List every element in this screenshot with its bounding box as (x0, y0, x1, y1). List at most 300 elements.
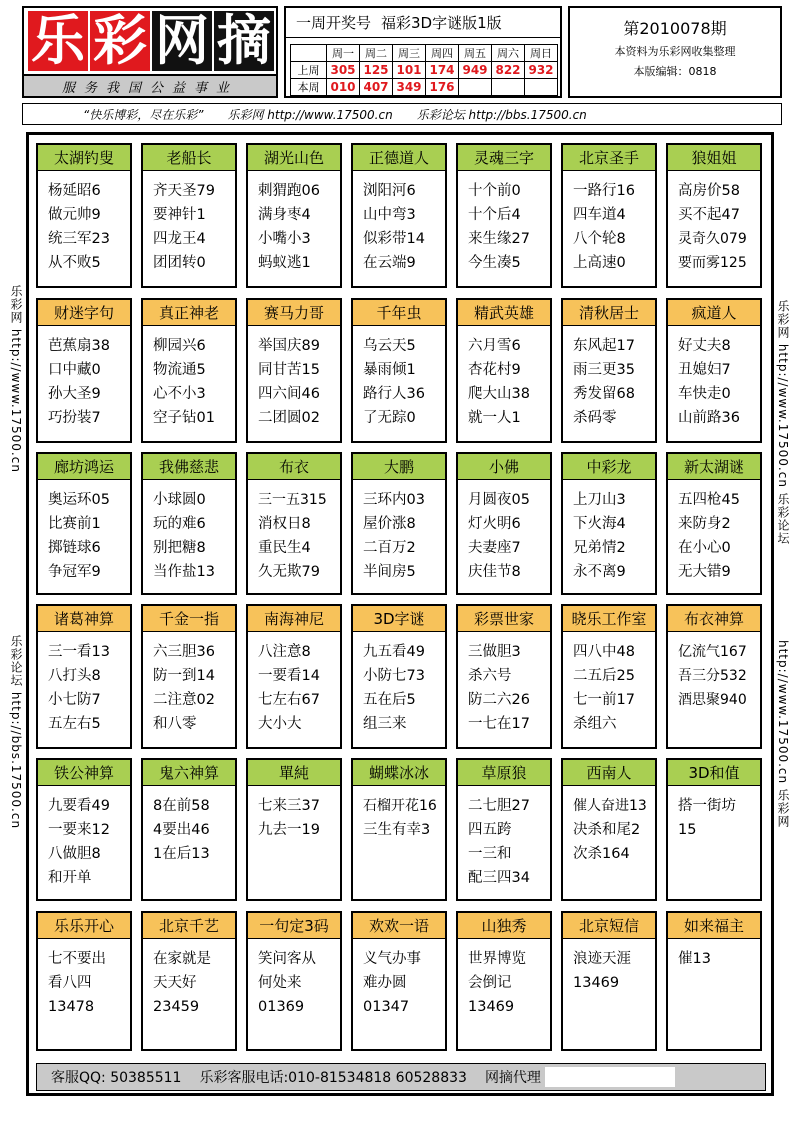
tip-card-title: 布衣神算 (668, 606, 760, 632)
weekday-header: 周二 (360, 45, 393, 62)
period-number: 第2010078期 (623, 19, 727, 38)
tip-card (456, 758, 552, 901)
tip-card-body (38, 326, 130, 430)
weekday-header: 周三 (393, 45, 426, 62)
tip-card-title: 草原狼 (458, 760, 550, 786)
tip-card-body (143, 632, 235, 736)
tip-card-title: 3D字谜 (353, 606, 445, 632)
tip-card (351, 911, 447, 1051)
tip-card-title: 新太湖谜 (668, 454, 760, 480)
tip-card-title: 山独秀 (458, 913, 550, 939)
tip-line: 催13 (678, 951, 711, 967)
tip-line: 丑媳妇7 (678, 362, 731, 378)
tip-line: 八打头8 (48, 668, 101, 684)
tip-line: 浪迹天涯 (573, 951, 631, 967)
tip-card-body (458, 939, 550, 1019)
tip-card (141, 452, 237, 595)
tip-line: 齐天圣79 (153, 183, 215, 199)
tip-line: 似彩带14 (363, 231, 425, 247)
tip-line: 防二六26 (468, 692, 530, 708)
tip-card (246, 604, 342, 749)
last-week-number: 101 (393, 62, 426, 79)
tip-line: 会倒记 (468, 975, 512, 991)
tip-card (246, 298, 342, 443)
page-header (22, 6, 782, 98)
tip-card (561, 758, 657, 901)
tip-line: 空子钻01 (153, 410, 215, 426)
tip-line: 小七防7 (48, 692, 101, 708)
tip-card (141, 758, 237, 901)
slogan: 服务我国公益事业 (24, 74, 276, 96)
tip-line: 做元帅9 (48, 207, 101, 223)
tip-line: 奥运环05 (48, 492, 110, 508)
tip-line: 二注意02 (153, 692, 215, 708)
tip-card-title: 精武英雄 (458, 300, 550, 326)
tip-line: 四龙王4 (153, 231, 206, 247)
tip-card (141, 143, 237, 288)
banner-forum[interactable]: 乐彩论坛 http://bbs.17500.cn (416, 107, 587, 122)
tip-card (36, 143, 132, 288)
weekday-header: 周日 (525, 45, 558, 62)
tip-card-title: 北京圣手 (563, 145, 655, 171)
weekday-header: 周一 (327, 45, 360, 62)
tip-card-body (353, 939, 445, 1019)
tip-card-body (458, 480, 550, 584)
tip-card (666, 298, 762, 443)
tip-line: 二团圆02 (258, 410, 320, 426)
weekday-header: 周五 (459, 45, 492, 62)
tip-line: 13478 (48, 999, 95, 1015)
tip-card-body (248, 939, 340, 1019)
tip-card-body (563, 326, 655, 430)
tip-card-body (563, 786, 655, 866)
tip-line: 芭蕉扇38 (48, 338, 110, 354)
tip-line: 世界博览 (468, 951, 526, 967)
tip-card-body (38, 480, 130, 584)
tip-card (351, 298, 447, 443)
tip-line: 月圆夜05 (468, 492, 530, 508)
tip-card-body (458, 632, 550, 736)
tip-card-body (668, 480, 760, 584)
tip-line: 玩的难6 (153, 516, 206, 532)
tip-line: 了无踪0 (363, 410, 416, 426)
side-text-right-1: 乐彩网 http://www.17500.cn 乐彩论坛 (776, 300, 790, 545)
tip-card (666, 758, 762, 901)
tip-line: 重民生4 (258, 540, 311, 556)
tip-card-body (143, 480, 235, 584)
tip-line: 消权日8 (258, 516, 311, 532)
tip-line: 杀六号 (468, 668, 512, 684)
tip-card-title: 小佛 (458, 454, 550, 480)
tip-line: 同甘苦15 (258, 362, 320, 378)
tip-card-body (668, 786, 760, 842)
tip-card-title: 鬼六神算 (143, 760, 235, 786)
tip-card-body (248, 480, 340, 584)
tip-line: 蚂蚁逃1 (258, 255, 311, 271)
tip-card-title: 蝴蝶冰冰 (353, 760, 445, 786)
tip-card-title: 單純 (248, 760, 340, 786)
tip-line: 次杀164 (573, 846, 630, 862)
tip-card (36, 604, 132, 749)
tip-line: 路行人36 (363, 386, 425, 402)
tip-card-body (563, 632, 655, 736)
tip-card-title: 太湖钓叟 (38, 145, 130, 171)
tip-card (456, 298, 552, 443)
side-text-right-2: http://www.17500.cn 乐彩网 (776, 640, 790, 828)
draw-subtitle: 福彩3D字谜版1版 (381, 14, 502, 32)
this-week-number: 176 (426, 79, 459, 96)
tip-card-body (38, 632, 130, 736)
tip-card-title: 布衣 (248, 454, 340, 480)
tip-line: 从不败5 (48, 255, 101, 271)
tip-line: 山前路36 (678, 410, 740, 426)
this-week-number (492, 79, 525, 96)
tip-line: 小嘴小3 (258, 231, 311, 247)
tip-line: 屋价涨8 (363, 516, 416, 532)
tip-line: 东风起17 (573, 338, 635, 354)
tip-line: 七一前17 (573, 692, 635, 708)
tip-line: 难办圆 (363, 975, 407, 991)
tip-line: 在云端9 (363, 255, 416, 271)
tip-line: 七左右67 (258, 692, 320, 708)
tip-card-title: 大鹏 (353, 454, 445, 480)
logo-char-4: 摘 (214, 11, 274, 71)
tip-card-body (248, 632, 340, 736)
tip-line: 当作盐13 (153, 564, 215, 580)
tip-card-body (458, 171, 550, 275)
last-week-number: 822 (492, 62, 525, 79)
tip-line: 买不起47 (678, 207, 740, 223)
tip-card (36, 298, 132, 443)
tip-line: 八注意8 (258, 644, 311, 660)
tip-line: 七不要出 (48, 951, 106, 967)
tip-line: 好丈夫8 (678, 338, 731, 354)
tip-line: 团团转0 (153, 255, 206, 271)
tip-line: 八做胆8 (48, 846, 101, 862)
tip-line: 四六间46 (258, 386, 320, 402)
tip-card (561, 911, 657, 1051)
tip-line: 15 (678, 822, 697, 838)
tip-card-title: 晓乐工作室 (563, 606, 655, 632)
tip-line: 九要看49 (48, 798, 110, 814)
contact-bar (36, 1063, 766, 1091)
logo-char-2: 彩 (90, 11, 150, 71)
weekday-header: 周六 (492, 45, 525, 62)
tip-line: 决杀和尾2 (573, 822, 641, 838)
tip-line: 山中弯3 (363, 207, 416, 223)
tip-card-title: 如来福主 (668, 913, 760, 939)
tip-card-body (38, 171, 130, 275)
tip-line: 三做胆3 (468, 644, 521, 660)
tip-card-title: 3D和值 (668, 760, 760, 786)
tip-card-body (668, 632, 760, 712)
tip-line: 爬大山38 (468, 386, 530, 402)
tip-line: 五左右5 (48, 716, 101, 732)
tip-card-title: 北京短信 (563, 913, 655, 939)
tip-line: 比赛前1 (48, 516, 101, 532)
tip-card-body (668, 939, 760, 971)
tip-card-body (458, 786, 550, 890)
tip-line: 刺猬跑06 (258, 183, 320, 199)
tip-line: 上刀山3 (573, 492, 626, 508)
tip-card-title: 财迷字句 (38, 300, 130, 326)
tip-card (36, 911, 132, 1051)
logo-char-1: 乐 (28, 11, 88, 71)
tip-card (456, 911, 552, 1051)
tip-line: 三一五315 (258, 492, 327, 508)
last-week-number: 174 (426, 62, 459, 79)
tip-card-body (353, 326, 445, 430)
tip-line: 高房价58 (678, 183, 740, 199)
tip-line: 久无欺79 (258, 564, 320, 580)
tip-line: 二五后25 (573, 668, 635, 684)
tip-card-title: 正德道人 (353, 145, 445, 171)
tip-line: 和开单 (48, 870, 92, 886)
tip-card-title: 老船长 (143, 145, 235, 171)
this-week-number: 349 (393, 79, 426, 96)
tip-card-title: 北京千艺 (143, 913, 235, 939)
tip-line: 在小心0 (678, 540, 731, 556)
tip-card-title: 我佛慈悲 (143, 454, 235, 480)
tip-card-title: 欢欢一语 (353, 913, 445, 939)
this-week-number: 010 (327, 79, 360, 96)
tip-line: 四五跨 (468, 822, 512, 838)
tip-card (246, 452, 342, 595)
last-week-number: 125 (360, 62, 393, 79)
tip-card (666, 452, 762, 595)
tip-card-title: 西南人 (563, 760, 655, 786)
tip-card-body (248, 786, 340, 842)
tip-line: 01347 (363, 999, 410, 1015)
tip-card-body (668, 326, 760, 430)
tip-line: 乌云天5 (363, 338, 416, 354)
last-week-label: 上周 (291, 62, 327, 79)
tip-card (561, 452, 657, 595)
tip-card (666, 604, 762, 749)
tip-line: 三一看13 (48, 644, 110, 660)
tip-card-title: 灵魂三字 (458, 145, 550, 171)
tip-card-title: 乐乐开心 (38, 913, 130, 939)
tip-card-body (143, 939, 235, 1019)
tip-card-title: 诸葛神算 (38, 606, 130, 632)
tip-line: 8在前58 (153, 798, 210, 814)
weekly-draw-box (284, 6, 562, 98)
tip-line: 六月雪6 (468, 338, 521, 354)
tip-card (351, 143, 447, 288)
contact-phone: 乐彩客服电话:010-81534818 60528833 (199, 1070, 467, 1086)
contact-qq: 客服QQ: 50385511 (51, 1070, 182, 1086)
tip-line: 五四枪45 (678, 492, 740, 508)
last-week-number: 949 (459, 62, 492, 79)
tip-line: 三生有幸3 (363, 822, 431, 838)
tip-line: 小球圆0 (153, 492, 206, 508)
tip-card-body (353, 171, 445, 275)
tip-card-body (353, 480, 445, 584)
tip-card (141, 298, 237, 443)
tip-card (351, 758, 447, 901)
tip-card (666, 143, 762, 288)
tip-line: 亿流气167 (678, 644, 747, 660)
tip-card (561, 298, 657, 443)
tip-line: 上高速0 (573, 255, 626, 271)
banner-site[interactable]: 乐彩网 http://www.17500.cn (227, 107, 393, 122)
last-week-number: 932 (525, 62, 558, 79)
tip-line: 天天好 (153, 975, 197, 991)
tip-card-body (38, 939, 130, 1019)
tip-card-title: 彩票世家 (458, 606, 550, 632)
tip-line: 杀组六 (573, 716, 617, 732)
tip-line: 1在后13 (153, 846, 210, 862)
tip-line: 义气办事 (363, 951, 421, 967)
tip-line: 半间房5 (363, 564, 416, 580)
tip-card-title: 中彩龙 (563, 454, 655, 480)
tip-line: 九五看49 (363, 644, 425, 660)
tip-line: 八个轮8 (573, 231, 626, 247)
tip-card-body (353, 786, 445, 842)
side-text-left-2: 乐彩论坛 http://bbs.17500.cn (9, 635, 23, 830)
tip-line: 23459 (153, 999, 200, 1015)
tip-card-body (458, 326, 550, 430)
tip-line: 就一人1 (468, 410, 521, 426)
period-note: 本资料为乐彩网收集整理 (614, 45, 736, 58)
tip-line: 十个前0 (468, 183, 521, 199)
this-week-number: 407 (360, 79, 393, 96)
tip-line: 永不离9 (573, 564, 626, 580)
tip-card (141, 604, 237, 749)
tip-card-title: 赛马力哥 (248, 300, 340, 326)
tip-line: 七来三37 (258, 798, 320, 814)
side-text-left-1: 乐彩网 http://www.17500.cn (9, 285, 23, 473)
tip-card-body (248, 171, 340, 275)
tip-line: 搭一街坊 (678, 798, 736, 814)
tip-card-title: 狼姐姐 (668, 145, 760, 171)
tip-line: 配三四34 (468, 870, 530, 886)
tip-line: 和八零 (153, 716, 197, 732)
tip-line: 来防身2 (678, 516, 731, 532)
tip-card-title: 千金一指 (143, 606, 235, 632)
tip-card (36, 758, 132, 901)
tip-line: 二百万2 (363, 540, 416, 556)
tip-line: 车快走0 (678, 386, 731, 402)
tip-line: 四车道4 (573, 207, 626, 223)
tip-line: 巧扮装7 (48, 410, 101, 426)
tip-line: 统三军23 (48, 231, 110, 247)
tip-card-body (563, 939, 655, 995)
tip-line: 要而雾125 (678, 255, 747, 271)
tip-card-body (38, 786, 130, 890)
tip-line: 一要看14 (258, 668, 320, 684)
tip-card-body (143, 171, 235, 275)
tip-line: 下火海4 (573, 516, 626, 532)
tip-line: 要神针1 (153, 207, 206, 223)
draw-title: 一周开奖号 (296, 14, 372, 32)
tip-card-title: 千年虫 (353, 300, 445, 326)
tip-line: 杏花村9 (468, 362, 521, 378)
tip-line: 物流通5 (153, 362, 206, 378)
tip-card (456, 143, 552, 288)
tip-line: 举国庆89 (258, 338, 320, 354)
tip-line: 心不小3 (153, 386, 206, 402)
tip-line: 四八中48 (573, 644, 635, 660)
tip-line: 杀码零 (573, 410, 617, 426)
tip-line: 一三和 (468, 846, 512, 862)
tip-line: 13469 (573, 975, 620, 991)
tip-card-title: 湖光山色 (248, 145, 340, 171)
tip-card-title: 南海神尼 (248, 606, 340, 632)
tip-line: 小防七73 (363, 668, 425, 684)
tip-card (561, 604, 657, 749)
tip-line: 兄弟情2 (573, 540, 626, 556)
tip-line: 夫妻座7 (468, 540, 521, 556)
tip-card-body (248, 326, 340, 430)
tip-line: 看八四 (48, 975, 92, 991)
logo-char-3: 网 (152, 11, 212, 71)
tip-line: 无大错9 (678, 564, 731, 580)
period-editor: 本版编辑：0818 (633, 65, 717, 78)
tip-line: 五在后5 (363, 692, 416, 708)
tip-line: 吾三分532 (678, 668, 747, 684)
tip-line: 三环内03 (363, 492, 425, 508)
tip-card-body (563, 171, 655, 275)
tip-card (456, 604, 552, 749)
banner-quote: “快乐博彩，尽在乐彩” (83, 107, 204, 122)
tip-line: 暴雨倾1 (363, 362, 416, 378)
tip-card (456, 452, 552, 595)
tip-card-body (143, 786, 235, 866)
tip-line: 十个后4 (468, 207, 521, 223)
tip-card-title: 铁公神算 (38, 760, 130, 786)
tip-line: 争冠军9 (48, 564, 101, 580)
tip-line: 在家就是 (153, 951, 211, 967)
contact-agent: 网摘代理 (484, 1070, 541, 1086)
weekday-header: 周四 (426, 45, 459, 62)
tip-line: 掷链球6 (48, 540, 101, 556)
tip-card-body (353, 632, 445, 736)
tip-card (666, 911, 762, 1051)
tip-card (246, 911, 342, 1051)
tip-line: 一要来12 (48, 822, 110, 838)
tip-line: 催人奋进13 (573, 798, 647, 814)
tip-line: 灵奇久079 (678, 231, 747, 247)
tip-line: 一路行16 (573, 183, 635, 199)
tip-card-title: 真正神老 (143, 300, 235, 326)
tip-card (246, 143, 342, 288)
tip-line: 一七在17 (468, 716, 530, 732)
tip-card-body (668, 171, 760, 275)
tip-card (351, 604, 447, 749)
this-week-label: 本周 (291, 79, 327, 96)
tip-line: 口中藏0 (48, 362, 101, 378)
tip-line: 杨延昭6 (48, 183, 101, 199)
tip-line: 4要出46 (153, 822, 210, 838)
banner (22, 103, 782, 125)
tip-card-body (143, 326, 235, 430)
tip-card (246, 758, 342, 901)
tip-line: 孙大圣9 (48, 386, 101, 402)
this-week-number (459, 79, 492, 96)
tip-card (36, 452, 132, 595)
period-box (568, 6, 782, 98)
tip-line: 雨三更35 (573, 362, 635, 378)
tip-line: 九去一19 (258, 822, 320, 838)
tip-line: 灯火明6 (468, 516, 521, 532)
tip-line: 酒思聚940 (678, 692, 747, 708)
tip-line: 何处来 (258, 975, 302, 991)
tip-card-title: 一句定3码 (248, 913, 340, 939)
tip-line: 六三胆36 (153, 644, 215, 660)
tip-card (141, 911, 237, 1051)
tip-line: 柳园兴6 (153, 338, 206, 354)
